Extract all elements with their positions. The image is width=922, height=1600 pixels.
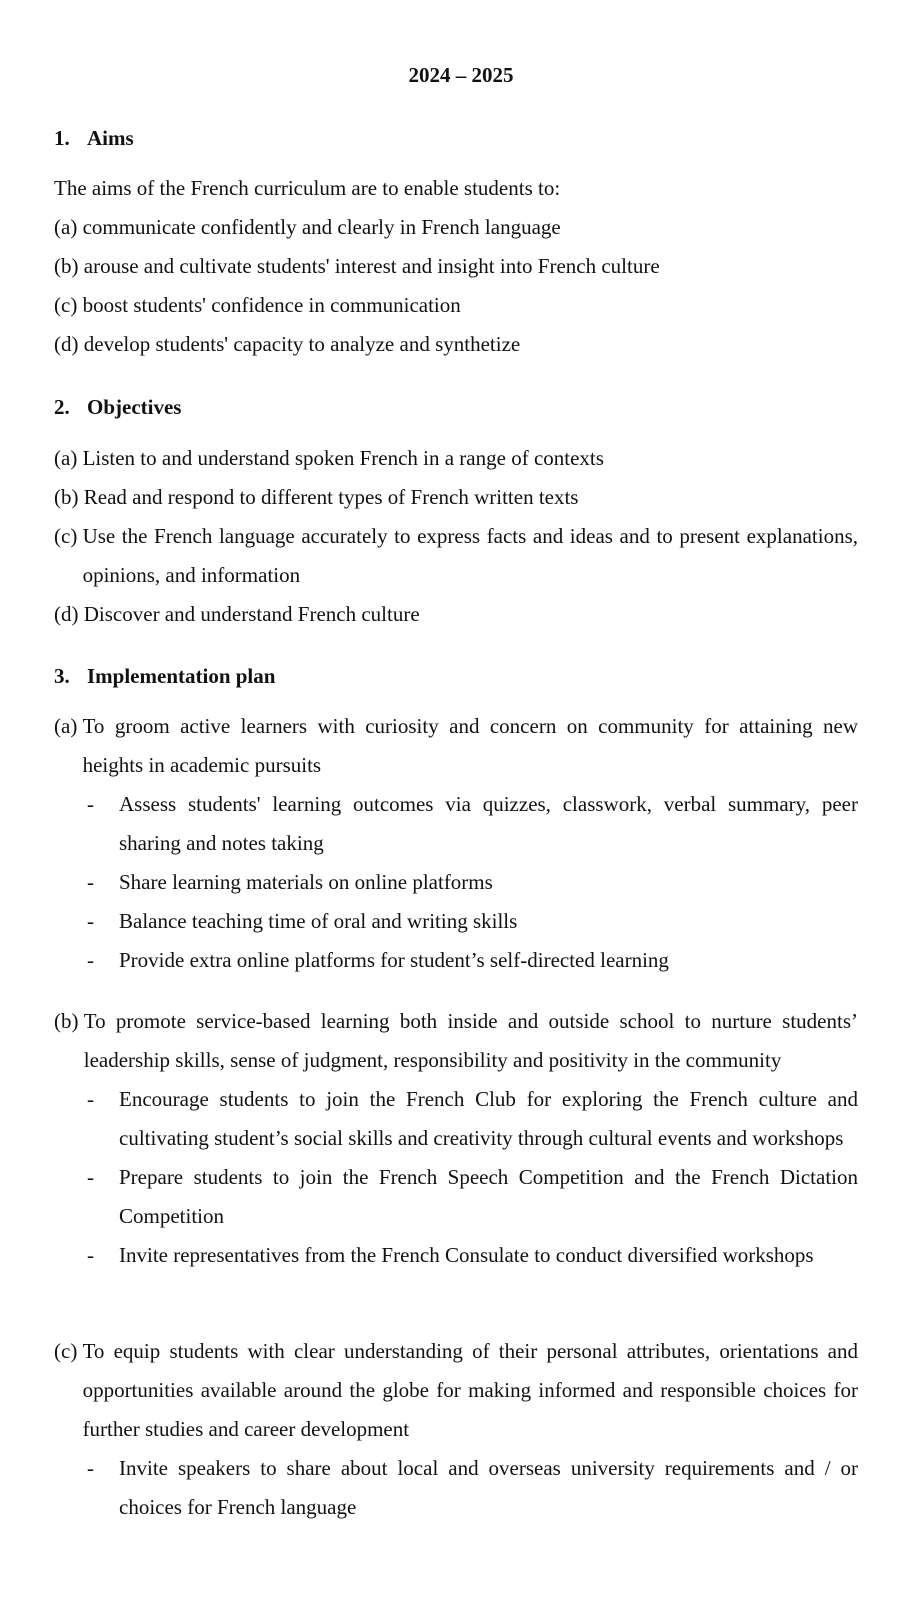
dash-bullet-icon: - bbox=[87, 948, 94, 972]
item-label: (a) bbox=[54, 215, 83, 239]
section-number: 1. bbox=[54, 126, 70, 150]
section-title: Objectives bbox=[87, 395, 182, 419]
bullet-text: Prepare students to join the French Speech Competition and the French Dictation Competition bbox=[119, 1165, 858, 1228]
bullet-item bbox=[87, 785, 858, 863]
bullet-text: Share learning materials on online platforms bbox=[119, 870, 493, 894]
bullet-item bbox=[87, 1236, 858, 1275]
implementation-item-a bbox=[54, 707, 858, 980]
item-text: communicate confidently and clearly in French language bbox=[82, 215, 561, 239]
section-heading-aims bbox=[54, 121, 134, 155]
list-item bbox=[54, 707, 858, 785]
implementation-item-c bbox=[54, 1332, 858, 1527]
section-title: Implementation plan bbox=[87, 664, 276, 688]
list-item bbox=[54, 247, 858, 286]
item-label: (d) bbox=[54, 602, 84, 626]
objectives-list bbox=[54, 439, 858, 634]
item-text: develop students' capacity to analyze and synthetize bbox=[83, 332, 521, 356]
bullet-text: Balance teaching time of oral and writing skills bbox=[119, 909, 518, 933]
bullet-text: Invite representatives from the French Consulate to conduct diversified workshops bbox=[119, 1243, 814, 1267]
item-text: To promote service-based learning both inside and outside school to nurture students’ leadership skills, sense of judgment, responsibility and positivity in the community bbox=[83, 1009, 858, 1072]
bullet-item bbox=[87, 1158, 858, 1236]
item-label: (a) bbox=[54, 714, 83, 738]
item-text: Discover and understand French culture bbox=[83, 602, 420, 626]
aims-intro: The aims of the French curriculum are to enable students to: bbox=[54, 176, 561, 200]
item-label: (b) bbox=[54, 485, 84, 509]
bullet-text: Provide extra online platforms for student’s self-directed learning bbox=[119, 948, 669, 972]
list-item bbox=[54, 439, 858, 478]
document-year: 2024 – 2025 bbox=[408, 63, 514, 87]
list-item bbox=[54, 1002, 858, 1080]
item-label: (c) bbox=[54, 524, 83, 548]
item-text: Read and respond to different types of French written texts bbox=[83, 485, 579, 509]
dash-bullet-icon: - bbox=[87, 909, 94, 933]
dash-bullet-icon: - bbox=[87, 792, 94, 816]
item-text: arouse and cultivate students' interest and insight into French culture bbox=[83, 254, 660, 278]
list-item bbox=[54, 286, 858, 325]
dash-bullet-icon: - bbox=[87, 870, 94, 894]
item-label: (b) bbox=[54, 1009, 84, 1033]
item-label: (d) bbox=[54, 332, 84, 356]
list-item bbox=[54, 208, 858, 247]
section-heading-objectives bbox=[54, 390, 181, 424]
item-text: Use the French language accurately to express facts and ideas and to present explanations, opinions, and information bbox=[82, 524, 858, 587]
list-item bbox=[54, 595, 858, 634]
bullet-text: Encourage students to join the French Club for exploring the French culture and cultivating student’s social skills and creativity through cultural events and workshops bbox=[119, 1087, 858, 1150]
bullet-item bbox=[87, 863, 858, 902]
section-number: 3. bbox=[54, 664, 70, 688]
item-text: Listen to and understand spoken French in a range of contexts bbox=[82, 446, 604, 470]
item-label: (c) bbox=[54, 1339, 83, 1363]
implementation-item-b bbox=[54, 1002, 858, 1275]
item-label: (c) bbox=[54, 293, 83, 317]
aims-list bbox=[54, 169, 858, 364]
dash-bullet-icon: - bbox=[87, 1243, 94, 1267]
bullet-item bbox=[87, 902, 858, 941]
bullet-text: Assess students' learning outcomes via quizzes, classwork, verbal summary, peer sharing and notes taking bbox=[119, 792, 858, 855]
dash-bullet-icon: - bbox=[87, 1165, 94, 1189]
bullet-item bbox=[87, 1080, 858, 1158]
bullet-item bbox=[87, 1449, 858, 1527]
item-label: (a) bbox=[54, 446, 83, 470]
section-heading-implementation bbox=[54, 659, 275, 693]
item-label: (b) bbox=[54, 254, 84, 278]
item-text: To groom active learners with curiosity and concern on community for attaining new heights in academic pursuits bbox=[82, 714, 858, 777]
dash-bullet-icon: - bbox=[87, 1456, 94, 1480]
bullet-text: Invite speakers to share about local and overseas university requirements and / or choices for French language bbox=[119, 1456, 858, 1519]
section-title: Aims bbox=[87, 126, 134, 150]
section-number: 2. bbox=[54, 395, 70, 419]
item-text: To equip students with clear understanding of their personal attributes, orientations and opportunities available around the globe for making informed and responsible choices for further studies and career development bbox=[82, 1339, 858, 1441]
list-item bbox=[54, 325, 858, 364]
item-text: boost students' confidence in communication bbox=[82, 293, 461, 317]
list-item bbox=[54, 517, 858, 595]
dash-bullet-icon: - bbox=[87, 1087, 94, 1111]
list-item bbox=[54, 478, 858, 517]
bullet-item bbox=[87, 941, 858, 980]
list-item bbox=[54, 1332, 858, 1449]
